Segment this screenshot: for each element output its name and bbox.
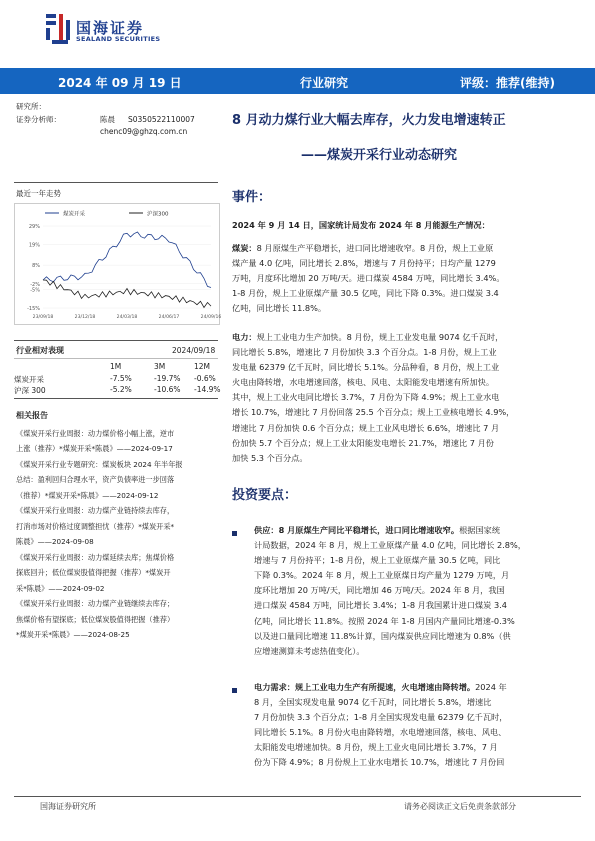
report-banner: [0, 68, 595, 94]
performance-cell: -7.5%: [110, 373, 132, 383]
points-heading: 投资要点：: [232, 488, 298, 503]
body-line: 电力：规上工业电力生产加快。8 月份，规上工业发电量 9074 亿千瓦时，: [232, 332, 504, 342]
y-tick-label: -2%: [30, 281, 40, 288]
bullet-icon: [232, 688, 237, 693]
body-lead: 电力需求：规上工业电力生产有所提速，火电增速由降转增。: [254, 682, 476, 692]
body-line: 加快 5.3 个百分点。: [232, 452, 308, 463]
body-line: 亿吨，同比增长 11.8%。: [232, 303, 327, 314]
performance-cell: 12M: [194, 362, 211, 371]
y-tick-label: -15%: [27, 306, 40, 312]
body-line: 同比增长 5.1%。8 月份火电由降转增，水电增速回落，核电、风电、: [254, 727, 507, 738]
body-line: 发电量 62379 亿千瓦时，同比增长 5.1%。分品种看，8 月份，规上工业: [232, 362, 500, 373]
body-line: 1-8 月份，规上工业原煤产量 30.5 亿吨，同比下降 0.3%。进口煤炭 3.4: [232, 288, 499, 299]
body-line: 煤产量 4.0 亿吨，同比增长 2.8%，增速与 7 月份持平；日均产量 1279: [232, 258, 496, 269]
body-line: 增速比 7 月份加快 0.6 个百分点；规上工业风电增长 6.6%，增速比 7 月: [232, 422, 500, 433]
body-line: 以及进口量同比增速 11.8%计算，国内煤炭供应同比增速为 0.8%（供: [254, 630, 511, 641]
analyst-name: 陈晨: [100, 115, 115, 124]
trend-chart-svg: [15, 204, 222, 324]
divider: [14, 182, 218, 183]
body-line: 火电由降转增，水电增速回落，核电、风电、太阳能发电增速有所加快。: [232, 377, 495, 388]
body-line: 份为下降 4.9%；8 月份规上工业水电增长 10.7%，增速比 7 月份回: [254, 757, 505, 768]
footer-right: 请务必阅读正文后免责条款部分: [404, 802, 516, 811]
related-report-line: 上涨（推荐）*煤炭开采*陈晨》——2024-09-17: [16, 444, 173, 453]
footer-divider: [14, 796, 581, 797]
body-line: 8 月，全国实现发电量 9074 亿千瓦时，同比增长 5.8%，增速比: [254, 697, 492, 708]
report-subtitle: ——煤炭开采行业动态研究: [301, 148, 458, 163]
performance-title: 行业相对表现: [16, 346, 64, 355]
y-tick-label: 19%: [28, 242, 40, 249]
footer-left: 国海证券研究所: [40, 802, 96, 811]
report-date: 2024 年 09 月 19 日: [58, 76, 182, 90]
points-supply: [254, 523, 579, 659]
body-lead: 煤炭：: [232, 243, 257, 253]
body-line: 电力需求：规上工业电力生产有所提速，火电增速由降转增。2024 年: [254, 682, 507, 692]
body-lead: 供应：8 月原煤生产同比平稳增长，进口同比增速收窄。: [254, 525, 460, 535]
body-line: 供应：8 月原煤生产同比平稳增长，进口同比增速收窄。根据国家统: [254, 525, 501, 535]
performance-cell: -10.6%: [154, 385, 181, 394]
trend-chart: [14, 203, 220, 325]
body-line: 7 月份加快 3.3 个百分点；1-8 月全国实现发电量 62379 亿千瓦时，: [254, 712, 508, 723]
body-line: 应增速测算未考虑热值变化）。: [254, 645, 365, 656]
event-power: [232, 330, 577, 466]
body-line: 进口煤炭 4584 万吨，同比增长 3.4%；1-8 月我国累计进口煤炭 3.4: [254, 600, 507, 611]
related-report-line[interactable]: 《煤炭开采行业周报：动力煤延续去库；焦煤价格: [16, 552, 175, 562]
related-report-line: *煤炭开采*陈晨》——2024-08-25: [16, 630, 130, 639]
bullet-icon: [232, 531, 237, 536]
event-coal: [232, 241, 577, 316]
report-rating: 评级：推荐(维持): [460, 76, 555, 90]
body-lead: 电力：: [232, 332, 257, 342]
body-line: 增长 10.7%，增速比 7 月份回落 25.5 个百分点；规上工业核电增长 4.9%，: [232, 407, 515, 418]
points-demand: [254, 680, 579, 771]
y-tick-label: 8%: [32, 263, 40, 270]
analyst-role: 证券分析师：: [16, 115, 61, 124]
performance-date: 2024/09/18: [172, 346, 216, 355]
x-tick-label: 24/09/16: [200, 315, 222, 320]
performance-cell: 煤炭开采: [14, 374, 44, 384]
performance-cell: -19.7%: [154, 373, 181, 383]
related-title: 相关报告: [16, 411, 48, 420]
performance-cell: 3M: [154, 362, 166, 371]
legend-label: 煤炭开采: [63, 211, 86, 218]
series-line-煤炭开采: [43, 232, 211, 288]
body-line: 太阳能发电增速加快。8 月份，规上工业火电同比增长 3.7%，7 月: [254, 742, 498, 753]
event-intro: 2024 年 9 月 14 日，国家统计局发布 2024 年 8 月能源生产情况：: [232, 220, 490, 230]
body-line: 其中，规上工业火电同比增长 3.7%，7 月份为下降 4.9%；规上工业水电: [232, 392, 500, 403]
report-category: 行业研究: [300, 76, 349, 90]
company-name-en: SEALAND SECURITIES: [76, 35, 161, 43]
body-line: 度环比增加 20 万吨/天，同比增加 46 万吨/天。2024 年 8 月，我国: [254, 585, 505, 596]
series-line-沪深300: [43, 280, 211, 308]
body-line: 亿吨，同比增长 11.8%。按照 2024 年 1-8 月国内产量同比增速-0.3%: [254, 615, 515, 626]
analyst-license: S0350522110007: [128, 115, 195, 124]
related-report-line[interactable]: 《煤炭开采行业周报：动力煤产业链持续去库存，: [16, 506, 175, 515]
company-name-cn: 国海证券: [76, 19, 145, 37]
performance-cell: -14.9%: [194, 385, 221, 394]
trend-chart-label: 最近一年走势: [16, 189, 61, 198]
y-tick-label: 29%: [28, 224, 40, 230]
related-report-line: 探底回升；低位煤炭股值得把握（推荐）*煤炭开: [16, 568, 171, 577]
related-report-line: 打消市场对价格过度调整担忧（推荐）*煤炭开采*: [16, 521, 175, 531]
related-report-line[interactable]: 《煤炭开采行业周报：动力煤产业链继续去库存；: [16, 599, 175, 608]
body-line: 份加快 5.7 个百分点；规上工业太阳能发电增长 21.7%，增速比 7 月份: [232, 437, 494, 448]
x-tick-label: 24/06/17: [158, 315, 180, 320]
related-report-line[interactable]: 《煤炭开采行业周报：动力煤价格小幅上涨，逆市: [16, 428, 175, 438]
performance-cell: 1M: [110, 362, 122, 371]
related-report-line: 陈晨》——2024-09-08: [16, 537, 94, 546]
divider: [14, 340, 218, 341]
divider: [14, 398, 218, 399]
x-tick-label: 24/03/18: [116, 315, 138, 320]
related-report-line: 焦煤价格有望探底；低位煤炭股值得把握（推荐）: [16, 614, 175, 624]
company-logo-mark: [46, 14, 70, 46]
related-report-line[interactable]: 《煤炭开采行业专题研究：煤炭板块 2024 年半年报: [16, 459, 183, 469]
x-tick-label: 23/09/18: [32, 315, 54, 320]
body-line: 计局数据，2024 年 8 月，规上工业原煤产量 4.0 亿吨，同比增长 2.8%，: [254, 540, 526, 551]
performance-cell: -5.2%: [110, 385, 132, 394]
body-line: 增速与 7 月份持平；1-8 月份，规上工业原煤产量 30.5 亿吨，同比: [254, 555, 501, 566]
legend-label: 沪深300: [147, 211, 169, 218]
related-report-line: 采*陈晨》——2024-09-02: [16, 583, 105, 593]
performance-cell: -0.6%: [194, 373, 216, 383]
body-line: 煤炭：8 月原煤生产平稳增长，进口同比增速收窄。8 月份，规上工业原: [232, 243, 494, 253]
y-tick-label: -5%: [30, 287, 40, 294]
report-title: 8 月动力煤行业大幅去库存，火力发电增速转正: [232, 113, 506, 128]
body-line: 下降 0.3%。2024 年 8 月，规上工业原煤日均产量为 1279 万吨，月: [254, 570, 510, 581]
divider: [14, 358, 218, 359]
related-report-line: 总结：盈利回归合理水平，资产负债率进一步回落: [16, 475, 175, 484]
analyst-email[interactable]: chenc09@ghzq.com.cn: [100, 127, 188, 136]
body-line: 万吨，月度环比增加 20 万吨/天。进口煤炭 4584 万吨，同比增长 3.4%。: [232, 273, 505, 284]
performance-cell: 沪深 300: [14, 386, 46, 395]
related-reports: [16, 408, 216, 643]
event-heading: 事件：: [232, 190, 272, 205]
body-line: 同比增长 5.8%，增速比 7 月份加快 3.3 个百分点。1-8 月份，规上工业: [232, 347, 497, 358]
x-tick-label: 23/12/18: [74, 315, 96, 320]
institute-label: 研究所：: [16, 102, 46, 111]
related-report-line: （推荐）*煤炭开采*陈晨》——2024-09-12: [16, 490, 159, 500]
